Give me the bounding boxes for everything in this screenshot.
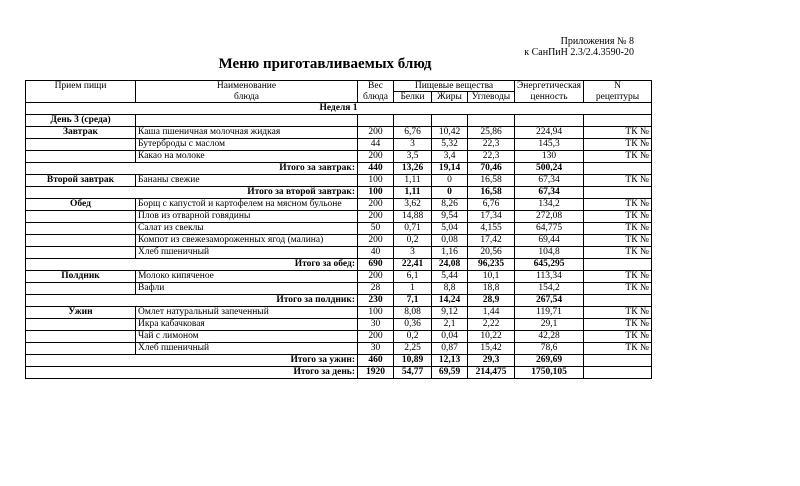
total-label: Итого за второй завтрак: [26, 187, 358, 199]
total-value: 7,1 [394, 295, 432, 307]
dish-weight: 100 [358, 307, 394, 319]
dish-name: Бананы свежие [136, 175, 358, 187]
header-weight-bottom: блюда [358, 92, 394, 103]
total-value: 22,41 [394, 259, 432, 271]
meal-name: Завтрак [26, 127, 136, 139]
meal-name-empty [26, 247, 136, 259]
dish-fats: 0,08 [432, 235, 468, 247]
dish-fats: 9,54 [432, 211, 468, 223]
dish-proteins: 6,76 [394, 127, 432, 139]
dish-name: Компот из свежезамороженных ягод (малина) [136, 235, 358, 247]
dish-proteins: 6,1 [394, 271, 432, 283]
dish-weight: 200 [358, 211, 394, 223]
dish-recipe: ТК № [584, 271, 652, 283]
total-value: 440 [358, 163, 394, 175]
day-total-value: 69,59 [432, 367, 468, 379]
meal-name-empty [26, 139, 136, 151]
dish-name: Хлеб пшеничный [136, 247, 358, 259]
header-recipe-top: N [584, 81, 652, 92]
total-value: 24,08 [432, 259, 468, 271]
meal-name-empty [26, 211, 136, 223]
dish-name: Плов из отварной говядины [136, 211, 358, 223]
day-total-label: Итого за день: [26, 367, 358, 379]
total-value: 70,46 [468, 163, 515, 175]
dish-fats: 5,04 [432, 223, 468, 235]
dish-energy: 130 [515, 151, 584, 163]
total-value: 14,24 [432, 295, 468, 307]
meal-name-empty [26, 283, 136, 295]
total-value: 28,9 [468, 295, 515, 307]
dish-fats: 8,8 [432, 283, 468, 295]
meal-name: Обед [26, 199, 136, 211]
meal-name-empty [26, 319, 136, 331]
total-value: 645,295 [515, 259, 584, 271]
header-energy-top: Энергетическая [515, 81, 584, 92]
dish-recipe: ТК № [584, 223, 652, 235]
total-label: Итого за обед: [26, 259, 358, 271]
header-row-2 [26, 92, 652, 103]
total-value: 500,24 [515, 163, 584, 175]
total-recipe-empty [584, 163, 652, 175]
header-weight-top: Вес [358, 81, 394, 92]
dish-carbs: 22,3 [468, 139, 515, 151]
dish-proteins: 1,11 [394, 175, 432, 187]
total-value: 100 [358, 187, 394, 199]
total-value: 96,235 [468, 259, 515, 271]
dish-name: Вафли [136, 283, 358, 295]
meal-total-row [26, 163, 652, 175]
total-value: 230 [358, 295, 394, 307]
dish-proteins: 0,2 [394, 235, 432, 247]
total-value: 12,13 [432, 355, 468, 367]
total-recipe-empty [584, 187, 652, 199]
total-value: 16,58 [468, 187, 515, 199]
week-label: Неделя 1 [26, 103, 652, 115]
dish-carbs: 6,76 [468, 199, 515, 211]
document-title: Меню приготавливаемых блюд [218, 56, 432, 72]
dish-name: Салат из свеклы [136, 223, 358, 235]
day-row [26, 115, 652, 127]
dish-recipe: ТК № [584, 199, 652, 211]
table-row [26, 199, 652, 211]
dish-proteins: 3,5 [394, 151, 432, 163]
menu-table-body [26, 81, 652, 379]
day-total-row [26, 367, 652, 379]
dish-weight: 30 [358, 319, 394, 331]
dish-weight: 200 [358, 271, 394, 283]
dish-weight: 200 [358, 127, 394, 139]
header-energy-bottom: ценность [515, 92, 584, 103]
header-meal: Прием пищи [26, 81, 136, 92]
menu-table [25, 80, 652, 379]
table-row [26, 343, 652, 355]
total-value: 1,11 [394, 187, 432, 199]
dish-energy: 42,28 [515, 331, 584, 343]
day-total-value: 1920 [358, 367, 394, 379]
dish-recipe: ТК № [584, 175, 652, 187]
table-row [26, 247, 652, 259]
dish-carbs: 10,1 [468, 271, 515, 283]
dish-carbs: 2,22 [468, 319, 515, 331]
total-recipe-empty [584, 355, 652, 367]
dish-fats: 10,42 [432, 127, 468, 139]
header-meal-empty [26, 92, 136, 103]
dish-recipe: ТК № [584, 331, 652, 343]
dish-carbs: 1,44 [468, 307, 515, 319]
meal-total-row [26, 295, 652, 307]
dish-weight: 40 [358, 247, 394, 259]
dish-energy: 29,1 [515, 319, 584, 331]
day-label: День 3 (среда) [26, 115, 136, 127]
dish-fats: 2,1 [432, 319, 468, 331]
table-row [26, 223, 652, 235]
dish-fats: 0,04 [432, 331, 468, 343]
dish-energy: 67,34 [515, 175, 584, 187]
meal-total-row [26, 355, 652, 367]
dish-name: Бутерброды с маслом [136, 139, 358, 151]
appendix-number: Приложения № 8 [560, 36, 634, 47]
dish-proteins: 2,25 [394, 343, 432, 355]
dish-weight: 30 [358, 343, 394, 355]
dish-fats: 1,16 [432, 247, 468, 259]
table-row [26, 307, 652, 319]
dish-name: Каша пшеничная молочная жидкая [136, 127, 358, 139]
header-dish-top: Наименование [136, 81, 358, 92]
total-value: 29,3 [468, 355, 515, 367]
dish-weight: 200 [358, 151, 394, 163]
table-row [26, 127, 652, 139]
table-row [26, 151, 652, 163]
total-recipe-empty [584, 295, 652, 307]
table-row [26, 211, 652, 223]
dish-fats: 5,44 [432, 271, 468, 283]
total-value: 460 [358, 355, 394, 367]
dish-energy: 104,8 [515, 247, 584, 259]
total-value: 267,54 [515, 295, 584, 307]
dish-carbs: 15,42 [468, 343, 515, 355]
dish-proteins: 0,2 [394, 331, 432, 343]
dish-weight: 28 [358, 283, 394, 295]
meal-total-row [26, 259, 652, 271]
total-value: 67,34 [515, 187, 584, 199]
dish-weight: 44 [358, 139, 394, 151]
total-label: Итого за полдник: [26, 295, 358, 307]
dish-energy: 224,94 [515, 127, 584, 139]
dish-name: Хлеб пшеничный [136, 343, 358, 355]
meal-name: Полдник [26, 271, 136, 283]
dish-energy: 78,6 [515, 343, 584, 355]
dish-carbs: 20,56 [468, 247, 515, 259]
total-label: Итого за завтрак: [26, 163, 358, 175]
dish-proteins: 3,62 [394, 199, 432, 211]
dish-proteins: 0,71 [394, 223, 432, 235]
dish-weight: 100 [358, 175, 394, 187]
total-label: Итого за ужин: [26, 355, 358, 367]
dish-energy: 145,3 [515, 139, 584, 151]
dish-proteins: 8,08 [394, 307, 432, 319]
dish-name: Молоко кипяченое [136, 271, 358, 283]
header-fats: Жиры [432, 92, 468, 103]
total-value: 19,14 [432, 163, 468, 175]
total-value: 269,69 [515, 355, 584, 367]
dish-recipe: ТК № [584, 307, 652, 319]
day-total-recipe-empty [584, 367, 652, 379]
dish-carbs: 17,34 [468, 211, 515, 223]
dish-recipe: ТК № [584, 127, 652, 139]
day-total-value: 54,77 [394, 367, 432, 379]
dish-name: Борщ с капустой и картофелем на мясном бульоне [136, 199, 358, 211]
table-row [26, 283, 652, 295]
day-total-value: 214,475 [468, 367, 515, 379]
table-row [26, 271, 652, 283]
dish-name: Омлет натуральный запеченный [136, 307, 358, 319]
dish-energy: 119,71 [515, 307, 584, 319]
header-nutrients: Пищевые вещества [394, 81, 515, 92]
dish-recipe: ТК № [584, 211, 652, 223]
total-value: 13,26 [394, 163, 432, 175]
dish-carbs: 10,22 [468, 331, 515, 343]
dish-energy: 64,775 [515, 223, 584, 235]
header-dish-bottom: блюда [136, 92, 358, 103]
dish-proteins: 3 [394, 247, 432, 259]
dish-carbs: 18,8 [468, 283, 515, 295]
header-proteins: Белки [394, 92, 432, 103]
dish-carbs: 4,155 [468, 223, 515, 235]
dish-carbs: 25,86 [468, 127, 515, 139]
dish-proteins: 1 [394, 283, 432, 295]
dish-fats: 0 [432, 175, 468, 187]
meal-name-empty [26, 223, 136, 235]
table-row [26, 319, 652, 331]
dish-fats: 3,4 [432, 151, 468, 163]
meal-name: Второй завтрак [26, 175, 136, 187]
dish-energy: 69,44 [515, 235, 584, 247]
table-row [26, 235, 652, 247]
table-row [26, 139, 652, 151]
dish-energy: 113,34 [515, 271, 584, 283]
dish-fats: 9,12 [432, 307, 468, 319]
dish-recipe: ТК № [584, 139, 652, 151]
dish-energy: 272,08 [515, 211, 584, 223]
total-value: 0 [432, 187, 468, 199]
dish-name: Какао на молоке [136, 151, 358, 163]
dish-fats: 8,26 [432, 199, 468, 211]
header-carbs: Углеводы [468, 92, 515, 103]
dish-carbs: 22,3 [468, 151, 515, 163]
dish-carbs: 17,42 [468, 235, 515, 247]
meal-name-empty [26, 151, 136, 163]
dish-weight: 200 [358, 331, 394, 343]
header-recipe-bottom: рецептуры [584, 92, 652, 103]
dish-proteins: 14,88 [394, 211, 432, 223]
dish-weight: 200 [358, 199, 394, 211]
table-row [26, 175, 652, 187]
dish-fats: 5,32 [432, 139, 468, 151]
total-value: 10,89 [394, 355, 432, 367]
dish-recipe: ТК № [584, 151, 652, 163]
header-row-1 [26, 81, 652, 92]
total-value: 690 [358, 259, 394, 271]
dish-carbs: 16,58 [468, 175, 515, 187]
meal-name-empty [26, 331, 136, 343]
dish-recipe: ТК № [584, 283, 652, 295]
meal-total-row [26, 187, 652, 199]
dish-proteins: 3 [394, 139, 432, 151]
dish-recipe: ТК № [584, 343, 652, 355]
meal-name-empty [26, 343, 136, 355]
dish-name: Чай с лимоном [136, 331, 358, 343]
dish-weight: 200 [358, 235, 394, 247]
dish-recipe: ТК № [584, 247, 652, 259]
week-row [26, 103, 652, 115]
appendix-reference: к СанПиН 2.3/2.4.3590-20 [524, 47, 634, 58]
table-row [26, 331, 652, 343]
dish-weight: 50 [358, 223, 394, 235]
dish-energy: 154,2 [515, 283, 584, 295]
total-recipe-empty [584, 259, 652, 271]
dish-proteins: 0,36 [394, 319, 432, 331]
dish-energy: 134,2 [515, 199, 584, 211]
day-total-value: 1750,105 [515, 367, 584, 379]
meal-name-empty [26, 235, 136, 247]
dish-name: Икра кабачковая [136, 319, 358, 331]
meal-name: Ужин [26, 307, 136, 319]
dish-recipe: ТК № [584, 235, 652, 247]
dish-fats: 0,87 [432, 343, 468, 355]
dish-recipe: ТК № [584, 319, 652, 331]
